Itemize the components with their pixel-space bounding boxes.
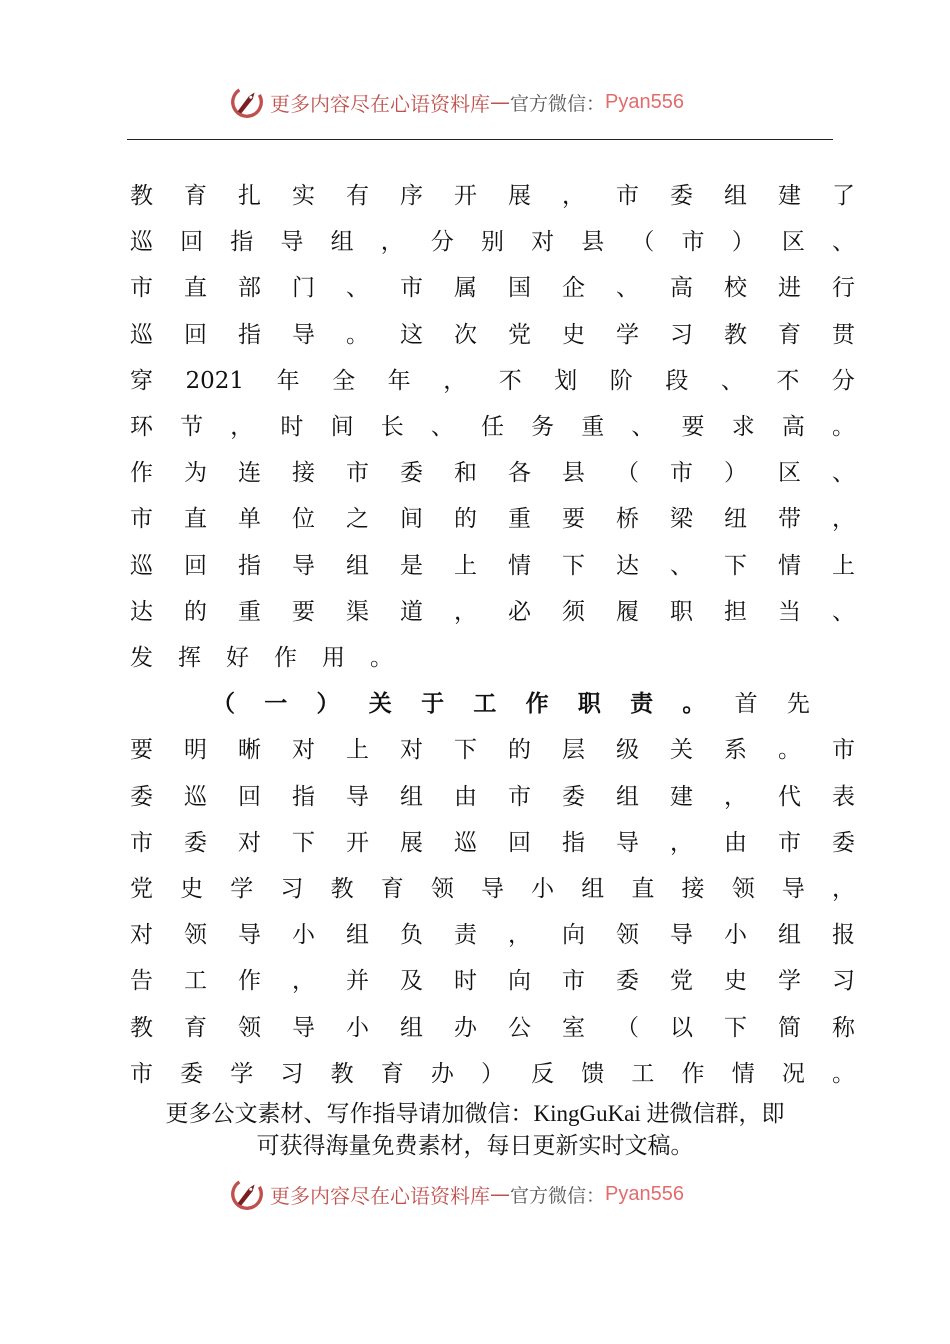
header-brand xyxy=(228,82,748,122)
pen-nib-logo-icon xyxy=(228,1175,266,1213)
contact-label: 官方微信： xyxy=(510,1184,606,1207)
text-line: （ 一 ） 关 于 工 作 职 责 。 首 先 xyxy=(212,690,810,718)
text-line: 委 巡 回 指 导 组 由 市 委 组 建 ， 代 表 xyxy=(130,783,855,810)
text-line: 市 直 单 位 之 间 的 重 要 桥 梁 纽 带 ， xyxy=(130,506,855,533)
text-line: 环 节 ， 时 间 长 、 任 务 重 、 要 求 高 。 xyxy=(130,414,855,440)
text-line: 教 育 领 导 小 组 办 公 室 （ 以 下 简 称 xyxy=(130,1014,855,1041)
text-line: 巡 回 指 导 组 是 上 情 下 达 、 下 情 上 xyxy=(130,552,855,579)
brand-text: 更多内容尽在心语资料库 xyxy=(270,1183,490,1208)
header-rule xyxy=(127,139,833,140)
brand-separator: — xyxy=(490,1182,510,1206)
footer-note-line-1: 更多公文素材、写作指导请加微信：KingGuKai 进微信群，即 xyxy=(165,1101,785,1126)
text-line: 党 史 学 习 教 育 领 导 小 组 直 接 领 导 ， xyxy=(130,876,855,902)
text-line: 巡 回 指 导 组 ， 分 别 对 县 （ 市 ） 区 、 xyxy=(130,229,855,256)
text-line: 市 委 对 下 开 展 巡 回 指 导 ， 由 市 委 xyxy=(130,829,855,856)
brand-text: 更多内容尽在心语资料库 xyxy=(270,91,490,116)
footer-note-line-2: 可获得海量免费素材，每日更新实时文稿。 xyxy=(256,1133,694,1158)
text-line: 告 工 作 ， 并 及 时 向 市 委 党 史 学 习 xyxy=(130,968,855,995)
contact-id: Pyan556 xyxy=(605,90,684,113)
text-line: 达 的 重 要 渠 道 ， 必 须 履 职 担 当 、 xyxy=(130,598,855,625)
text-line: 要 明 晰 对 上 对 下 的 层 级 关 系 。 市 xyxy=(130,737,855,764)
text-line: 对 领 导 小 组 负 责 ， 向 领 导 小 组 报 xyxy=(130,922,855,949)
text-line: 穿 2021 年 全 年 ， 不 划 阶 段 、 不 分 xyxy=(130,367,855,394)
text-line: 作 为 连 接 市 委 和 各 县 （ 市 ） 区 、 xyxy=(130,460,855,487)
brand-separator: — xyxy=(490,90,510,114)
footer-brand xyxy=(228,1174,748,1214)
contact-id: Pyan556 xyxy=(605,1182,684,1205)
contact-label: 官方微信： xyxy=(510,92,606,115)
text-line: 教 育 扎 实 有 序 开 展 ， 市 委 组 建 了 xyxy=(130,183,855,209)
text-line: 发 挥 好 作 用 。 xyxy=(130,645,393,671)
pen-nib-logo-icon xyxy=(228,83,266,121)
text-line: 巡 回 指 导 。 这 次 党 史 学 习 教 育 贯 xyxy=(130,321,855,348)
text-line: 市 直 部 门 、 市 属 国 企 、 高 校 进 行 xyxy=(130,275,855,302)
text-line: 市 委 学 习 教 育 办 ） 反 馈 工 作 情 况 。 xyxy=(130,1060,855,1087)
footer-note xyxy=(120,1098,830,1162)
